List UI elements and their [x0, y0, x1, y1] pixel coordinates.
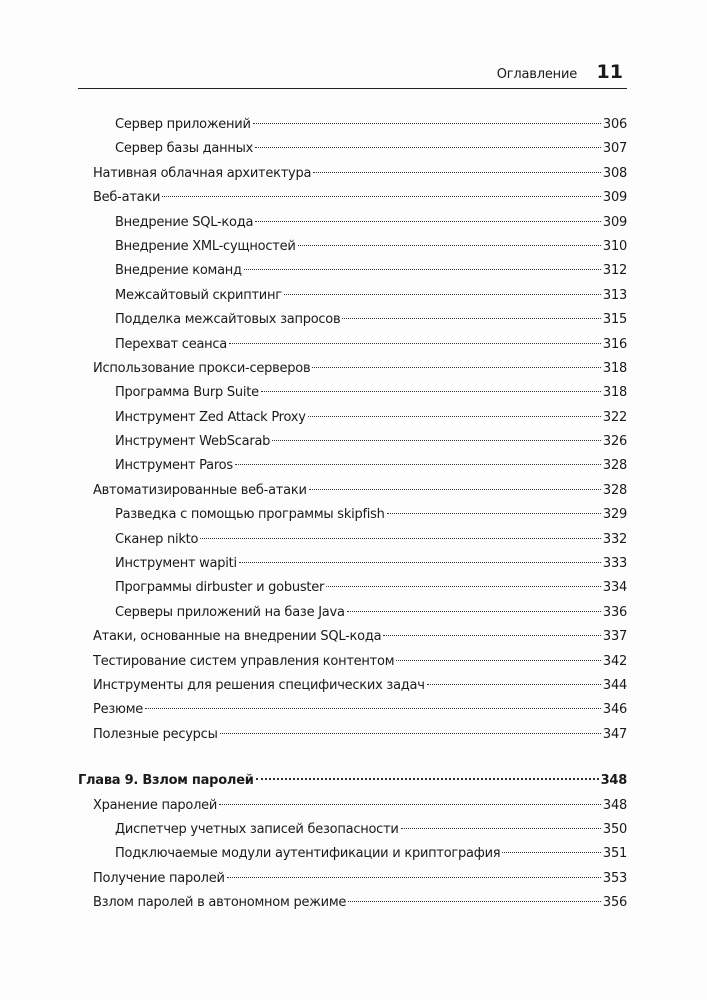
toc-entry — [78, 137, 627, 161]
dot-leader — [145, 707, 601, 709]
dot-leader — [502, 851, 601, 853]
dot-leader — [298, 244, 601, 246]
dot-leader — [235, 463, 601, 465]
toc-entry-title: Резюме — [93, 702, 143, 718]
toc-entry-page: 356 — [602, 895, 627, 911]
dot-leader — [284, 293, 601, 295]
dot-leader — [227, 876, 601, 878]
toc-entry-title: Веб-атаки — [93, 190, 161, 206]
toc-entry-page: 332 — [602, 531, 627, 547]
toc-entry-page: 329 — [602, 507, 627, 523]
toc-entry-title: Подключаемые модули аутентификации и криптография — [115, 846, 501, 862]
toc-entry-title: Программа Burp Suite — [115, 385, 259, 401]
toc-entry-title: Внедрение SQL-кода — [115, 214, 254, 230]
dot-leader — [255, 146, 601, 148]
dot-leader — [308, 415, 601, 417]
toc-entry-title: Инструмент wapiti — [115, 556, 237, 572]
toc-entry-title: Серверы приложений на базе Java — [115, 604, 345, 620]
toc-entry-title: Диспетчер учетных записей безопасности — [115, 821, 399, 837]
dot-leader — [261, 390, 601, 392]
dot-leader — [253, 122, 601, 124]
toc-entry-title: Автоматизированные веб-атаки — [93, 482, 307, 498]
toc-chapter-page: 348 — [600, 773, 627, 789]
toc-entry-title: Инструмент Zed Attack Proxy — [115, 409, 306, 425]
toc-entry — [78, 357, 627, 381]
toc-entry-title: Инструменты для решения специфических задач — [93, 677, 425, 693]
toc-chapter-title: Глава 9. Взлом паролей — [78, 773, 254, 789]
toc-entry-page: 334 — [602, 580, 627, 596]
dot-leader — [401, 827, 601, 829]
dot-leader — [244, 268, 601, 270]
toc-entry-title: Внедрение XML-сущностей — [115, 238, 296, 254]
dot-leader — [272, 439, 601, 441]
toc-entry — [78, 284, 627, 308]
toc-entry-page: 347 — [602, 726, 627, 742]
toc-entry-title: Сервер приложений — [115, 117, 251, 132]
toc-entry-page: 342 — [602, 653, 627, 669]
toc-entry — [78, 503, 627, 527]
toc-entry-page: 318 — [602, 385, 627, 401]
dot-leader — [309, 488, 601, 490]
toc-entry-page: 309 — [602, 190, 627, 206]
toc-entry-title: Внедрение команд — [115, 263, 242, 279]
toc-entry — [78, 528, 627, 552]
toc-entry-page: 337 — [602, 629, 627, 645]
dot-leader — [348, 900, 601, 902]
toc-entry — [78, 794, 627, 818]
toc-entry-title: Атаки, основанные на внедрении SQL-кода — [93, 629, 382, 645]
dot-leader — [347, 610, 601, 612]
toc-entry-page: 312 — [602, 263, 627, 279]
dot-leader — [256, 777, 599, 780]
toc-entry — [78, 576, 627, 600]
toc-entry — [78, 308, 627, 332]
toc-entry-page: 346 — [602, 702, 627, 718]
dot-leader — [383, 634, 601, 636]
toc-entry-title: Инструмент Paros — [115, 458, 233, 474]
toc-entry-page: 315 — [602, 312, 627, 328]
toc-entry-page: 309 — [602, 214, 627, 230]
toc-entry-page: 353 — [602, 870, 627, 886]
dot-leader — [342, 317, 601, 319]
dot-leader — [387, 512, 601, 514]
dot-leader — [255, 220, 601, 222]
toc-entry-page: 310 — [602, 238, 627, 254]
toc-entry — [78, 162, 627, 186]
toc-entry — [78, 625, 627, 649]
toc-entry-title: Тестирование систем управления контентом — [93, 653, 395, 669]
toc-entry-page: 316 — [602, 336, 627, 352]
dot-leader — [220, 732, 601, 734]
toc-entry-title: Сканер nikto — [115, 531, 199, 547]
toc-entry-title: Использование прокси-серверов — [93, 360, 311, 376]
dot-leader — [219, 803, 601, 805]
toc-entry — [78, 211, 627, 235]
toc-entry-page: 307 — [602, 141, 627, 157]
toc-entry-page: 344 — [602, 677, 627, 693]
toc-entry-page: 348 — [602, 797, 627, 813]
toc-entry — [78, 406, 627, 430]
dot-leader — [313, 171, 601, 173]
dot-leader — [312, 366, 601, 368]
dot-leader — [396, 659, 601, 661]
table-of-contents — [78, 113, 627, 916]
toc-entry-page: 318 — [602, 360, 627, 376]
toc-entry-title: Взлом паролей в автономном режиме — [93, 895, 347, 911]
toc-entry-title: Подделка межсайтовых запросов — [115, 312, 341, 328]
toc-entry-page: 322 — [602, 409, 627, 425]
toc-entry — [78, 113, 627, 137]
toc-entry — [78, 842, 627, 866]
dot-leader — [326, 585, 601, 587]
toc-entry-page: 336 — [602, 604, 627, 620]
toc-entry — [78, 552, 627, 576]
toc-entry — [78, 867, 627, 891]
toc-entry-page: 326 — [602, 434, 627, 450]
toc-entry-page: 328 — [602, 482, 627, 498]
toc-entry — [78, 650, 627, 674]
toc-entry-title: Программы dirbuster и gobuster — [115, 580, 325, 596]
toc-entry-page: 306 — [602, 117, 627, 132]
toc-entry — [78, 259, 627, 283]
running-header — [78, 60, 627, 89]
toc-entry — [78, 891, 627, 915]
toc-entry-title: Перехват сеанса — [115, 336, 228, 352]
toc-entry — [78, 723, 627, 747]
toc-entry — [78, 186, 627, 210]
toc-entry — [78, 479, 627, 503]
toc-entry — [78, 235, 627, 259]
dot-leader — [239, 561, 601, 563]
toc-entry — [78, 698, 627, 722]
dot-leader — [229, 342, 601, 344]
toc-entry-page: 350 — [602, 821, 627, 837]
toc-entry — [78, 381, 627, 405]
dot-leader — [162, 195, 601, 197]
toc-entry — [78, 430, 627, 454]
dot-leader — [200, 537, 601, 539]
toc-entry-title: Разведка с помощью программы skipfish — [115, 507, 385, 523]
toc-entry — [78, 454, 627, 478]
toc-entry-page: 313 — [602, 287, 627, 303]
header-title: Оглавление — [496, 67, 577, 82]
toc-entry-page: 308 — [602, 165, 627, 181]
toc-entry-title: Получение паролей — [93, 870, 225, 886]
toc-entry-title: Сервер базы данных — [115, 141, 254, 157]
page-number: 11 — [596, 61, 623, 83]
toc-chapter-entry — [78, 769, 627, 793]
dot-leader — [427, 683, 601, 685]
toc-entry — [78, 601, 627, 625]
toc-entry-title: Нативная облачная архитектура — [93, 165, 312, 181]
toc-entry-title: Полезные ресурсы — [93, 726, 218, 742]
toc-entry — [78, 818, 627, 842]
toc-entry-title: Межсайтовый скриптинг — [115, 287, 282, 303]
toc-entry-page: 351 — [602, 846, 627, 862]
toc-entry — [78, 333, 627, 357]
toc-entry-page: 333 — [602, 556, 627, 572]
toc-entry-title: Хранение паролей — [93, 797, 218, 813]
toc-entry-page: 328 — [602, 458, 627, 474]
toc-entry — [78, 674, 627, 698]
toc-entry-title: Инструмент WebScarab — [115, 434, 271, 450]
